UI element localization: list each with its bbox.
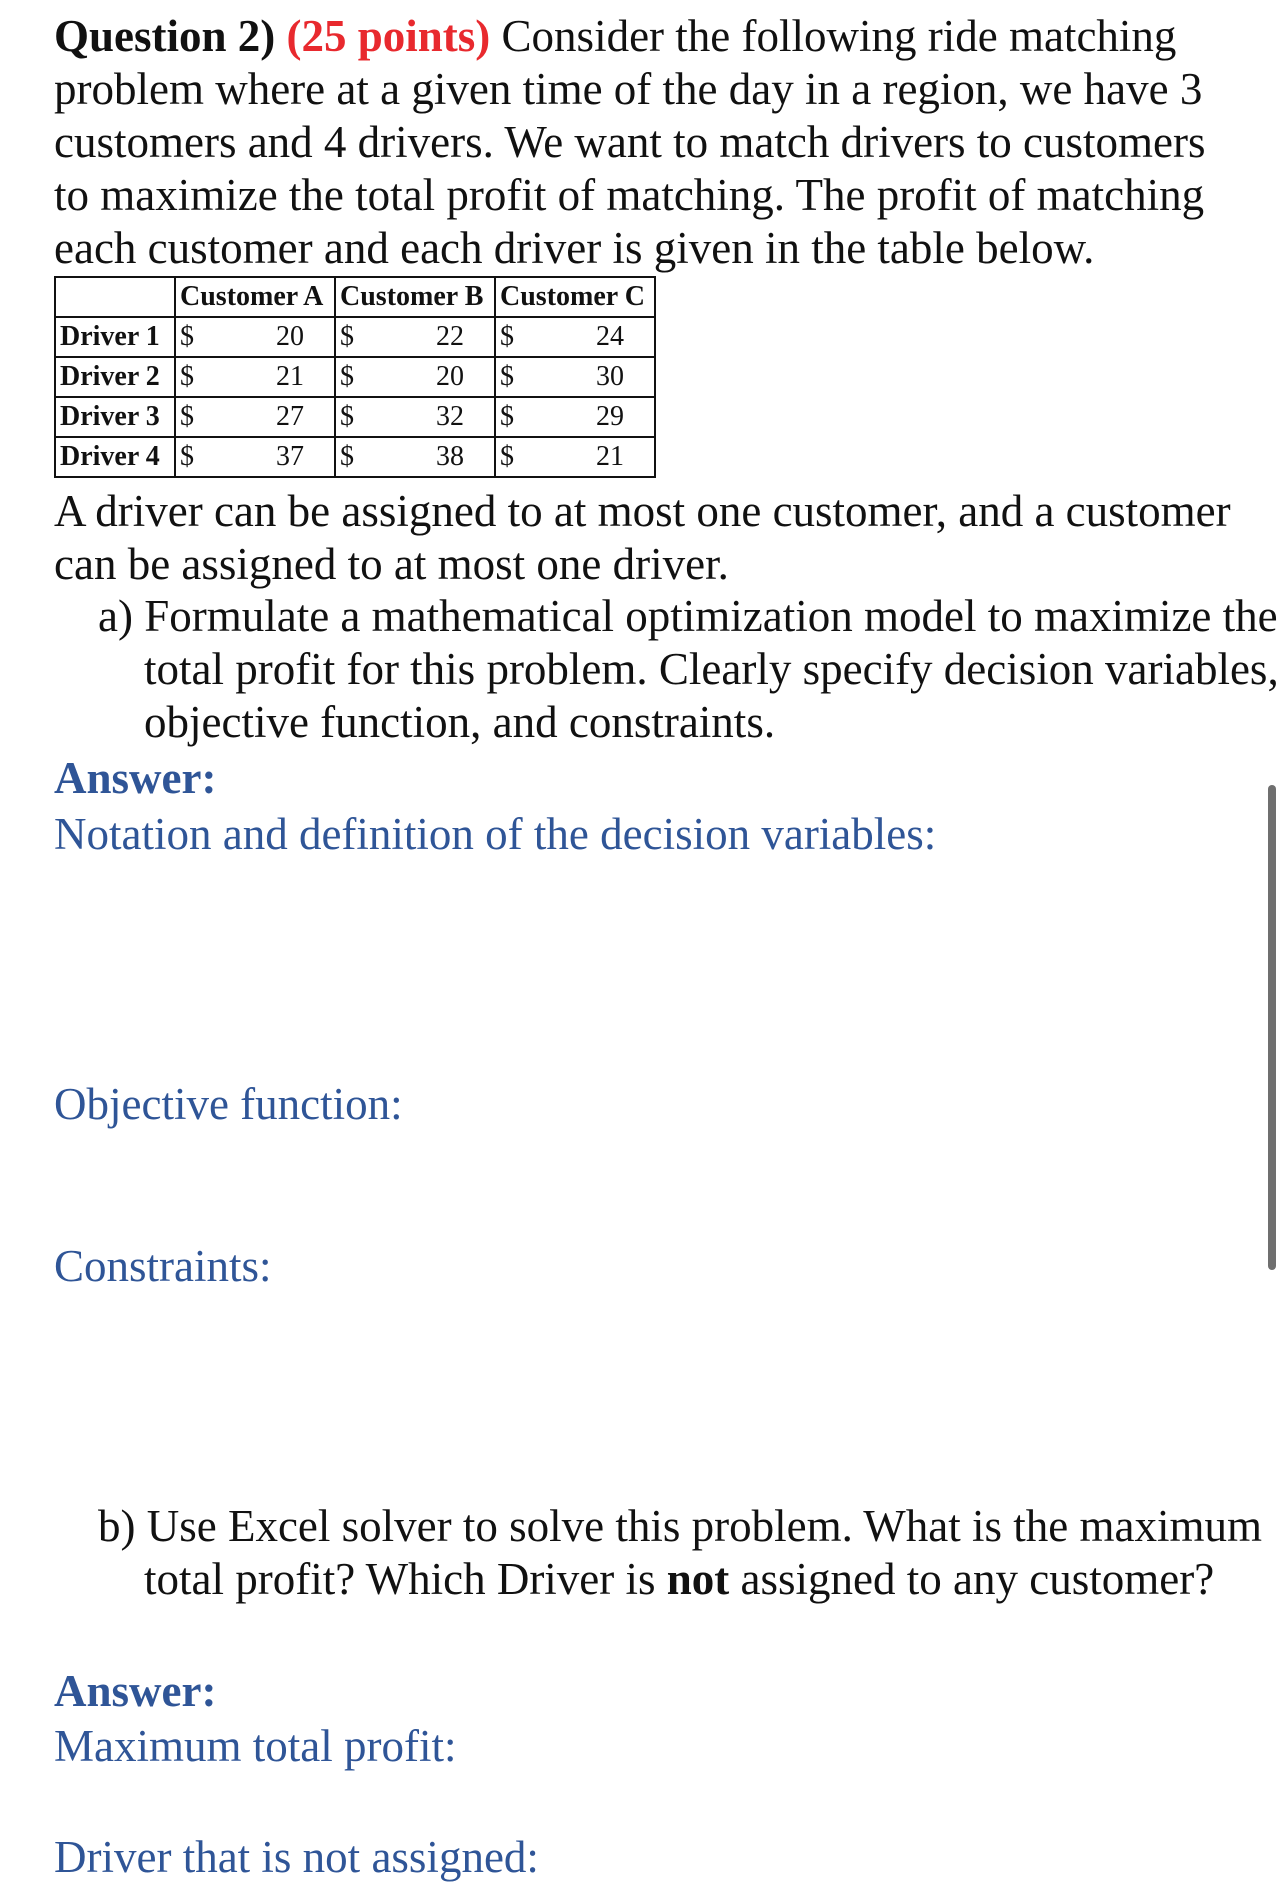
profit-cell	[495, 437, 655, 477]
currency-symbol: $	[180, 361, 194, 392]
profit-value: 32	[436, 401, 464, 432]
currency-symbol: $	[180, 321, 194, 352]
objective-label: Objective function:	[54, 1079, 403, 1129]
profit-table	[54, 276, 656, 478]
profit-value: 21	[596, 441, 624, 472]
currency-symbol: $	[180, 441, 194, 472]
profit-value: 24	[596, 321, 624, 352]
part-b-text-before: b) Use Excel solver to solve this problem. What is the maximum total profit? Which Driver is	[98, 1501, 1262, 1604]
part-a-answer-label: Answer:	[54, 753, 217, 803]
currency-symbol: $	[180, 401, 194, 432]
driver-label: Driver 2	[55, 357, 175, 397]
question-points: (25 points)	[286, 11, 491, 61]
currency-symbol: $	[340, 361, 354, 392]
table-row	[55, 437, 655, 477]
part-b-text-bold: not	[666, 1554, 730, 1604]
part-b-text-after: assigned to any customer?	[740, 1554, 1215, 1604]
profit-cell	[495, 317, 655, 357]
profit-value: 20	[436, 361, 464, 392]
question-intro	[54, 10, 1234, 275]
profit-cell	[335, 317, 495, 357]
profit-cell	[175, 317, 335, 357]
currency-symbol: $	[500, 441, 514, 472]
currency-symbol: $	[340, 441, 354, 472]
profit-cell	[335, 357, 495, 397]
table-row	[55, 397, 655, 437]
profit-value: 22	[436, 321, 464, 352]
profit-value: 37	[276, 441, 304, 472]
profit-cell	[175, 397, 335, 437]
part-b-answer-label: Answer:	[54, 1666, 217, 1716]
table-corner-cell	[55, 277, 175, 317]
profit-value: 30	[596, 361, 624, 392]
currency-symbol: $	[500, 401, 514, 432]
unassigned-driver-label: Driver that is not assigned:	[54, 1832, 539, 1882]
profit-value: 21	[276, 361, 304, 392]
profit-cell	[495, 357, 655, 397]
question-intro-text: Consider the following ride matching problem where at a given time of the day in a region, we have 3 customers and 4 drivers. We want to match drivers to customers to maximize the total profit of matching. The profit of matching each customer and each driver is given in the table below.	[54, 11, 1206, 273]
driver-label: Driver 4	[55, 437, 175, 477]
profit-value: 29	[596, 401, 624, 432]
currency-symbol: $	[340, 321, 354, 352]
assignment-constraint-text: A driver can be assigned to at most one customer, and a customer can be assigned to at most one driver.	[54, 486, 1231, 589]
currency-symbol: $	[500, 361, 514, 392]
currency-symbol: $	[500, 321, 514, 352]
table-header-row	[55, 277, 655, 317]
notation-label: Notation and definition of the decision variables:	[54, 809, 937, 859]
driver-label: Driver 1	[55, 317, 175, 357]
profit-cell	[175, 357, 335, 397]
max-profit-label: Maximum total profit:	[54, 1721, 457, 1771]
profit-cell	[175, 437, 335, 477]
vertical-scrollbar[interactable]	[1268, 785, 1276, 1270]
table-row	[55, 317, 655, 357]
table-header-cell: Customer C	[495, 277, 655, 317]
profit-cell	[335, 437, 495, 477]
profit-value: 38	[436, 441, 464, 472]
table-header-cell: Customer A	[175, 277, 335, 317]
currency-symbol: $	[340, 401, 354, 432]
table-row	[55, 357, 655, 397]
part-a-text: a) Formulate a mathematical optimization model to maximize the total profit for this problem. Clearly specify decision variables, objective function, and constraints.	[98, 591, 1279, 747]
part-b-text	[98, 1500, 1284, 1606]
profit-cell	[495, 397, 655, 437]
question-label: Question 2)	[54, 11, 276, 61]
profit-value: 27	[276, 401, 304, 432]
profit-cell	[335, 397, 495, 437]
table-header-cell: Customer B	[335, 277, 495, 317]
driver-label: Driver 3	[55, 397, 175, 437]
constraints-label: Constraints:	[54, 1241, 272, 1291]
profit-value: 20	[276, 321, 304, 352]
